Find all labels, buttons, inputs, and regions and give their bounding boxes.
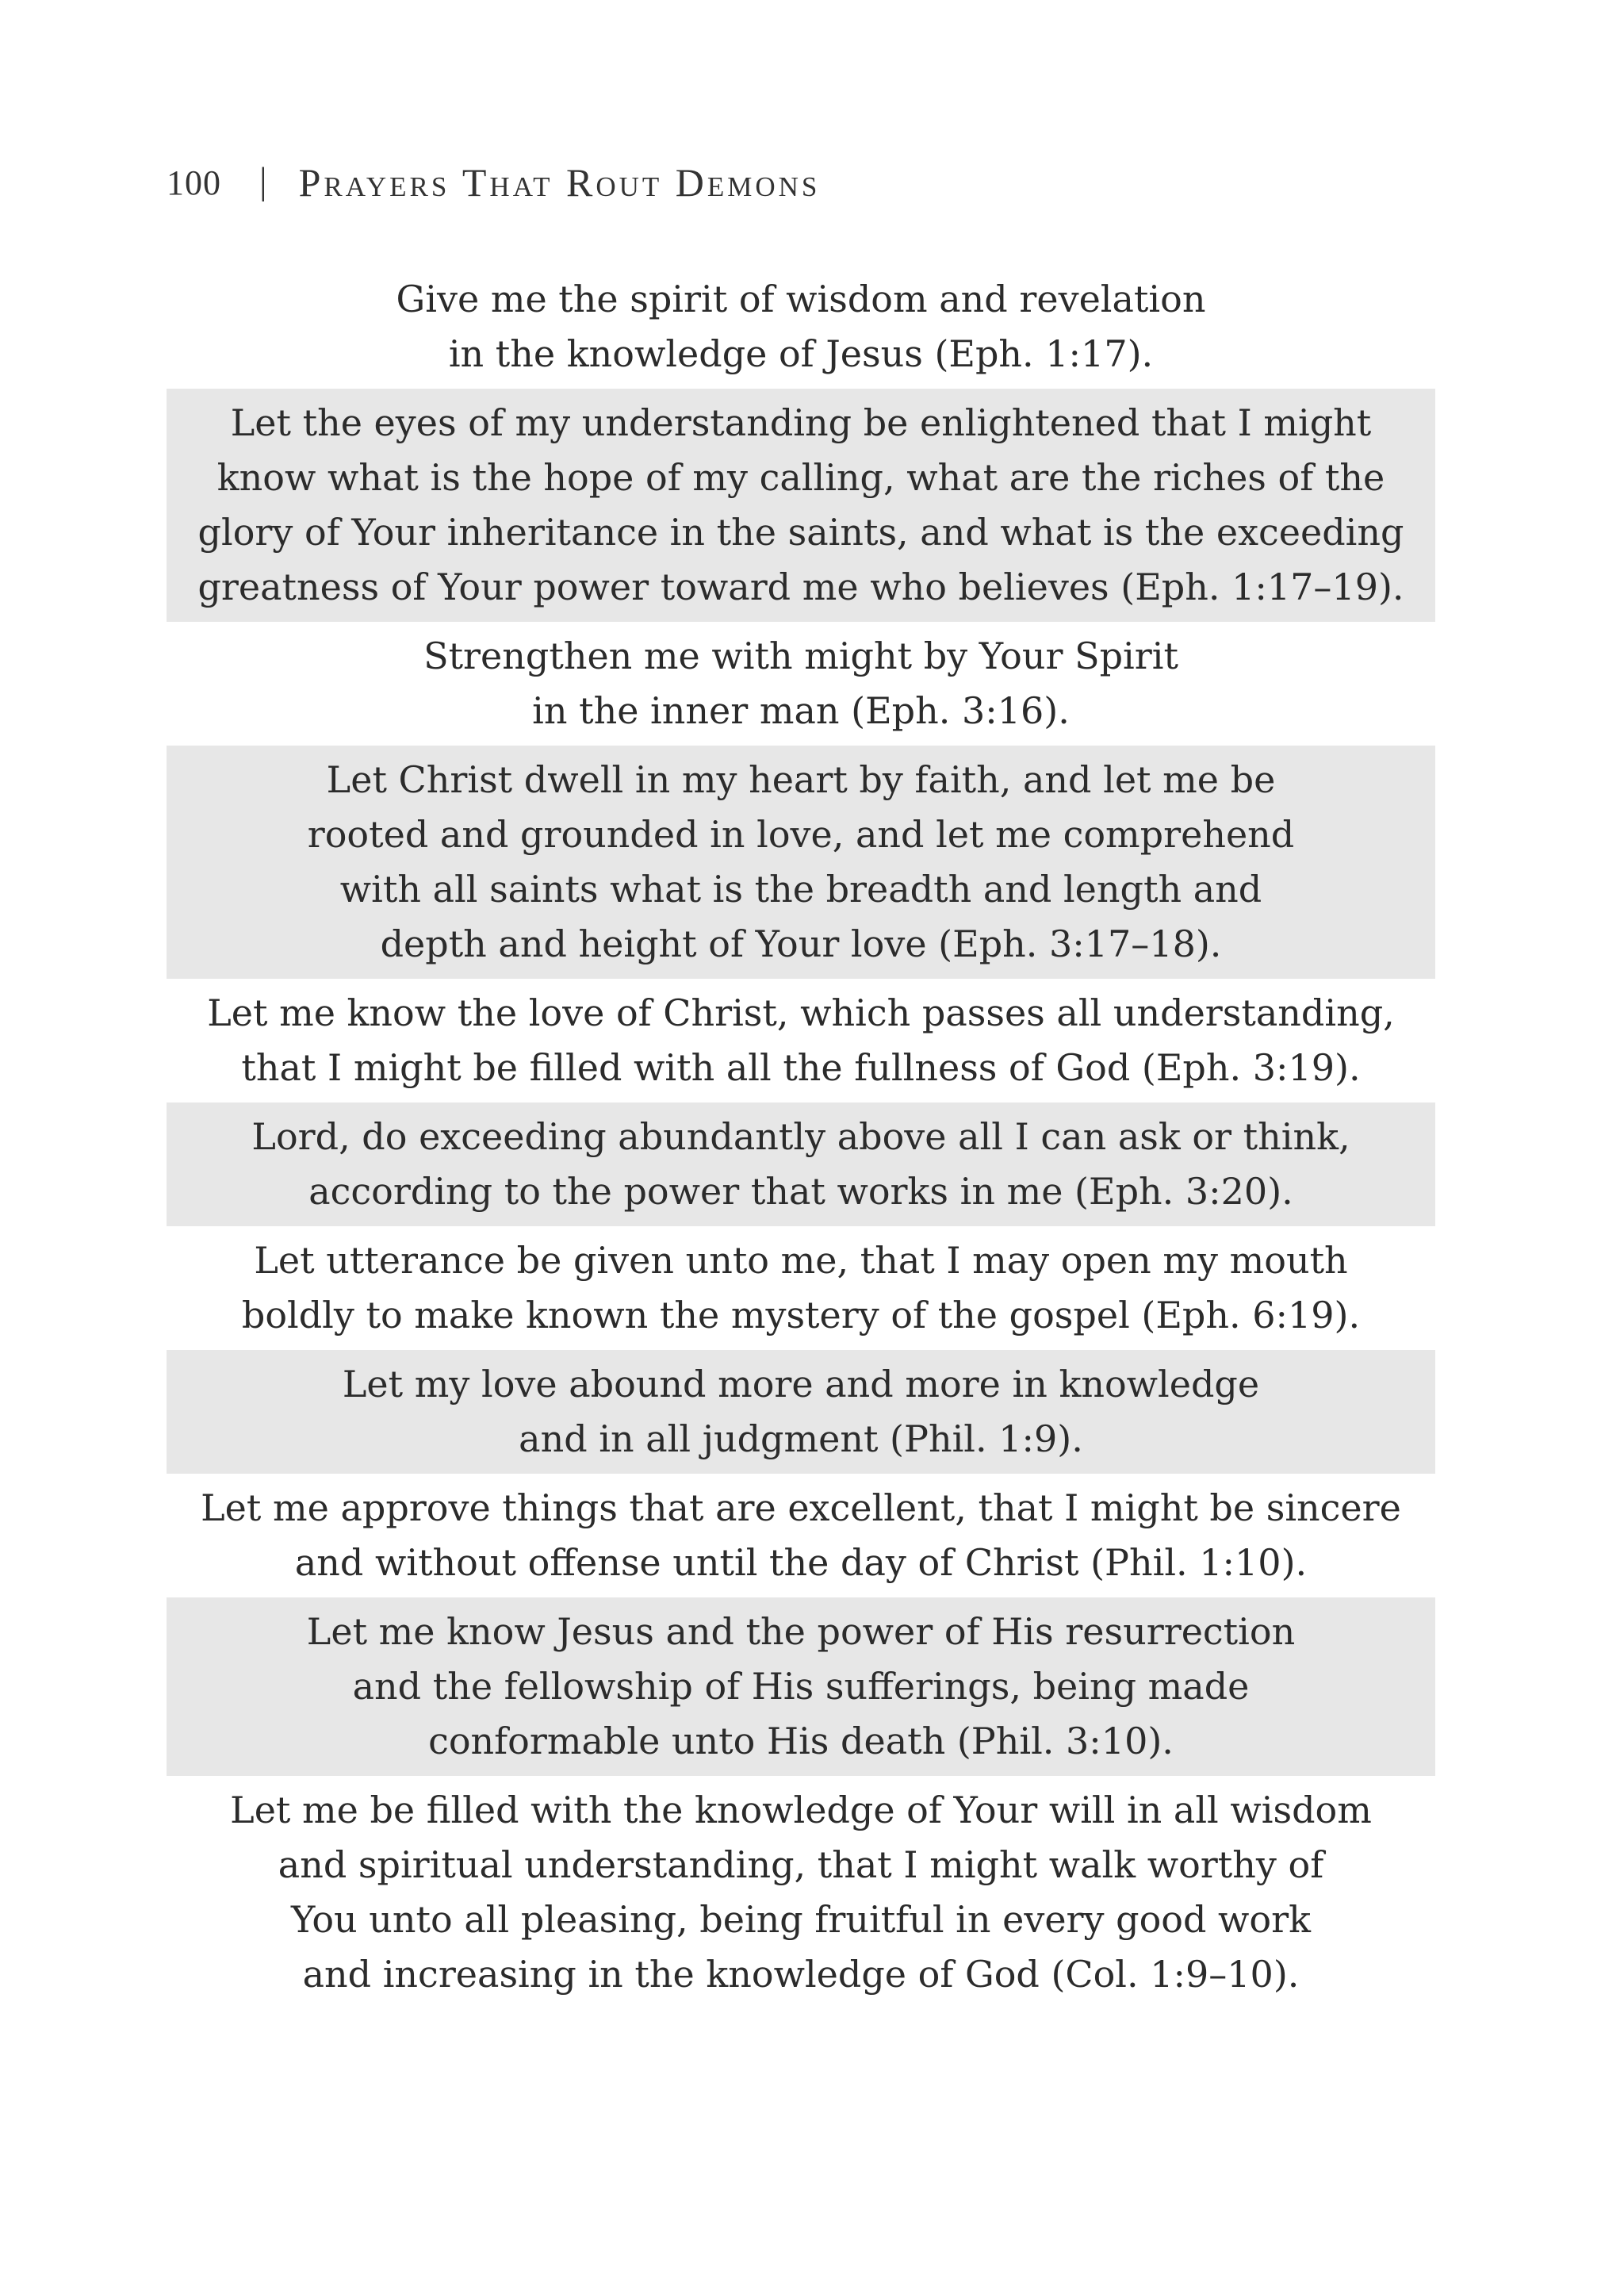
prayer-line: Let the eyes of my understanding be enlightened that I might: [230, 401, 1372, 444]
prayer-line: and in all judgment (Phil. 1:9).: [519, 1417, 1083, 1460]
page-number: 100: [167, 163, 221, 202]
prayer-block: [167, 1226, 1435, 1350]
prayer-line: rooted and grounded in love, and let me comprehend: [307, 813, 1295, 856]
prayer-line: Let my love abound more and more in knowledge: [342, 1363, 1260, 1405]
prayer-block: [167, 1597, 1435, 1776]
prayer-line: in the knowledge of Jesus (Eph. 1:17).: [448, 332, 1154, 375]
book-title: Prayers That Rout Demons: [298, 160, 821, 205]
prayer-line: Let me know Jesus and the power of His resurrection: [306, 1610, 1296, 1653]
prayer-block: [167, 746, 1435, 979]
prayer-line: Give me the spirit of wisdom and revelation: [396, 278, 1206, 320]
prayer-line: depth and height of Your love (Eph. 3:17–18).: [380, 922, 1222, 965]
prayer-line: and spiritual understanding, that I might walk worthy of: [278, 1843, 1324, 1886]
prayer-line: You unto all pleasing, being fruitful in every good work: [290, 1898, 1311, 1941]
prayer-line: glory of Your inheritance in the saints, and what is the exceeding: [197, 511, 1404, 554]
prayer-list: [167, 265, 1435, 2009]
prayer-block: [167, 389, 1435, 622]
prayer-line: Let me approve things that are excellent, that I might be sincere: [201, 1486, 1401, 1529]
prayer-line: boldly to make known the mystery of the gospel (Eph. 6:19).: [241, 1294, 1361, 1336]
running-head: [167, 157, 820, 208]
prayer-block: [167, 1776, 1435, 2009]
prayer-line: know what is the hope of my calling, what are the riches of the: [216, 456, 1385, 499]
prayer-line: that I might be filled with all the fullness of God (Eph. 3:19).: [241, 1046, 1361, 1089]
prayer-line: greatness of Your power toward me who believes (Eph. 1:17–19).: [197, 566, 1404, 608]
prayer-line: Let utterance be given unto me, that I may open my mouth: [254, 1239, 1348, 1282]
prayer-block: [167, 1102, 1435, 1226]
prayer-line: according to the power that works in me (Eph. 3:20).: [308, 1170, 1293, 1213]
prayer-line: conformable unto His death (Phil. 3:10).: [428, 1720, 1174, 1762]
prayer-block: [167, 979, 1435, 1102]
prayer-line: in the inner man (Eph. 3:16).: [532, 689, 1070, 732]
prayer-line: Let me know the love of Christ, which passes all understanding,: [207, 991, 1395, 1034]
prayer-block: [167, 1350, 1435, 1474]
prayer-line: Strengthen me with might by Your Spirit: [423, 635, 1178, 677]
prayer-line: and the fellowship of His sufferings, being made: [352, 1665, 1250, 1708]
prayer-block: [167, 265, 1435, 389]
prayer-line: with all saints what is the breadth and length and: [339, 868, 1262, 911]
prayer-line: and without offense until the day of Christ (Phil. 1:10).: [294, 1541, 1308, 1584]
prayer-line: Lord, do exceeding abundantly above all I can ask or think,: [251, 1115, 1350, 1158]
prayer-block: [167, 622, 1435, 746]
prayer-block: [167, 1474, 1435, 1597]
prayer-line: and increasing in the knowledge of God (Col. 1:9–10).: [302, 1953, 1300, 1996]
prayer-line: Let me be filled with the knowledge of Your will in all wisdom: [230, 1789, 1372, 1831]
header-separator: |: [259, 159, 267, 202]
prayer-line: Let Christ dwell in my heart by faith, and let me be: [326, 758, 1276, 801]
